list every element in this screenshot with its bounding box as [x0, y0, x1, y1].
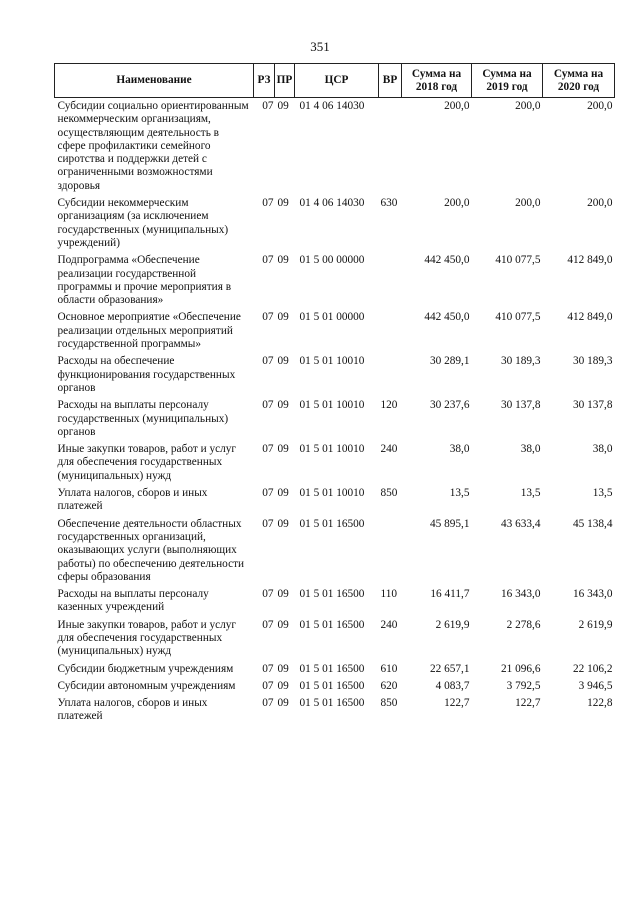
row-name: Уплата налогов, сборов и иных платежей [57, 697, 208, 723]
row-vr: 120 [380, 399, 398, 412]
row-name: Подпрограмма «Обеспечение реализации государственной программы и прочие мероприятия в области образования» [57, 254, 232, 307]
header-name: Наименование [55, 64, 254, 98]
row-sum-2020: 2 619,9 [578, 618, 613, 631]
row-pr: 09 [277, 517, 289, 530]
row-rz: 07 [262, 662, 274, 675]
row-name: Субсидии автономным учреждениям [57, 679, 236, 692]
row-pr: 09 [277, 100, 289, 112]
row-sum-2020: 200,0 [587, 197, 613, 210]
row-sum-2019: 200,0 [515, 100, 541, 112]
row-sum-2019: 38,0 [520, 443, 541, 456]
row-vr: 240 [380, 443, 398, 456]
row-vr [379, 311, 402, 355]
row-sum-2020: 45 138,4 [572, 517, 613, 530]
row-name: Расходы на выплаты персоналу казенных учреждений [57, 588, 209, 614]
row-pr: 09 [277, 697, 289, 710]
row-csr: 01 4 06 14030 [299, 100, 365, 112]
row-rz: 07 [262, 487, 274, 500]
row-csr: 01 4 06 14030 [299, 197, 365, 210]
row-pr: 09 [277, 311, 289, 324]
row-rz: 07 [262, 443, 274, 456]
page-number: 351 [310, 39, 330, 54]
row-rz: 07 [262, 697, 274, 710]
row-sum-2018: 2 619,9 [435, 618, 470, 631]
row-sum-2018: 38,0 [449, 443, 470, 456]
row-vr: 240 [380, 618, 398, 631]
row-sum-2018: 122,7 [444, 697, 470, 710]
row-csr: 01 5 01 16500 [299, 618, 365, 631]
row-sum-2020: 22 106,2 [572, 662, 613, 675]
row-csr: 01 5 01 10010 [299, 487, 365, 500]
row-rz: 07 [262, 197, 274, 210]
row-sum-2018: 200,0 [444, 100, 470, 112]
row-sum-2020: 200,0 [587, 100, 613, 112]
row-pr: 09 [277, 399, 289, 412]
header-rz: РЗ [254, 64, 275, 98]
row-sum-2018: 22 657,1 [429, 662, 470, 675]
row-sum-2020: 3 946,5 [578, 679, 613, 692]
row-rz: 07 [262, 355, 274, 368]
row-pr: 09 [277, 662, 289, 675]
table-row [55, 663, 615, 680]
row-sum-2020: 13,5 [592, 487, 613, 500]
row-pr: 09 [277, 355, 289, 368]
row-sum-2019: 30 189,3 [500, 355, 541, 368]
row-vr: 620 [380, 679, 398, 692]
row-name: Иные закупки товаров, работ и услуг для обеспечения государственных (муниципальных) нужд [57, 618, 237, 658]
row-sum-2018: 442 450,0 [424, 311, 470, 324]
row-csr: 01 5 01 16500 [299, 679, 365, 692]
row-sum-2018: 200,0 [444, 197, 470, 210]
row-sum-2020: 122,8 [587, 697, 613, 710]
row-pr: 09 [277, 588, 289, 601]
row-name: Расходы на обеспечение функционирования государственных органов [57, 355, 236, 394]
row-sum-2019: 200,0 [515, 197, 541, 210]
row-rz: 07 [262, 588, 274, 601]
table-row [55, 619, 615, 663]
row-csr: 01 5 01 16500 [299, 588, 365, 601]
row-rz: 07 [262, 399, 274, 412]
row-sum-2019: 21 096,6 [500, 662, 541, 675]
table-row [55, 443, 615, 487]
table-row [55, 355, 615, 399]
row-sum-2020: 30 189,3 [572, 355, 613, 368]
row-sum-2020: 16 343,0 [572, 588, 613, 601]
row-csr: 01 5 01 10010 [299, 443, 365, 456]
header-2018: Сумма на 2018 год [402, 64, 472, 98]
table-header-row [55, 64, 615, 98]
row-vr: 850 [380, 697, 398, 710]
header-2020: Сумма на 2020 год [543, 64, 615, 98]
row-vr: 110 [380, 588, 398, 601]
row-vr [379, 355, 402, 399]
row-pr: 09 [277, 443, 289, 456]
row-sum-2019: 30 137,8 [500, 399, 541, 412]
row-sum-2019: 122,7 [515, 697, 541, 710]
row-sum-2020: 412 849,0 [567, 254, 613, 267]
row-sum-2018: 442 450,0 [424, 254, 470, 267]
row-vr [379, 518, 402, 588]
row-sum-2019: 410 077,5 [495, 311, 541, 324]
row-sum-2019: 43 633,4 [500, 517, 541, 530]
row-csr: 01 5 01 16500 [299, 697, 365, 710]
row-vr [379, 254, 402, 311]
row-pr: 09 [277, 254, 289, 267]
table-row [55, 680, 615, 697]
header-pr: ПР [275, 64, 295, 98]
row-rz: 07 [262, 618, 274, 631]
row-sum-2020: 38,0 [592, 443, 613, 456]
row-rz: 07 [262, 100, 274, 112]
header-csr: ЦСР [295, 64, 379, 98]
row-rz: 07 [262, 679, 274, 692]
row-pr: 09 [277, 487, 289, 500]
row-csr: 01 5 00 00000 [299, 254, 365, 267]
row-sum-2019: 410 077,5 [495, 254, 541, 267]
row-rz: 07 [262, 254, 274, 267]
row-csr: 01 5 01 00000 [299, 311, 365, 324]
row-sum-2019: 13,5 [520, 487, 541, 500]
table-row [55, 311, 615, 355]
row-csr: 01 5 01 16500 [299, 517, 365, 530]
row-sum-2018: 45 895,1 [429, 517, 470, 530]
row-vr: 850 [380, 487, 398, 500]
row-pr: 09 [277, 197, 289, 210]
row-sum-2018: 30 237,6 [429, 399, 470, 412]
table-row [55, 197, 615, 254]
row-sum-2018: 13,5 [449, 487, 470, 500]
table-row [55, 487, 615, 518]
row-name: Уплата налогов, сборов и иных платежей [57, 487, 208, 513]
budget-table [54, 63, 615, 728]
table-row [55, 588, 615, 619]
row-name: Обеспечение деятельности областных государственных организаций, оказывающих услуги (выполняющих работы) по обеспечению деятельности сферы образования [57, 517, 245, 583]
row-pr: 09 [277, 679, 289, 692]
table-row [55, 697, 615, 728]
row-vr [379, 98, 402, 198]
row-csr: 01 5 01 10010 [299, 399, 365, 412]
row-sum-2019: 3 792,5 [506, 679, 541, 692]
row-name: Субсидии социально ориентированным некоммерческим организациям, осуществляющим деятельность в сфере профилактики семейного сиротства и поддержки детей с ограниченными возможностями здоровья [57, 100, 249, 192]
row-sum-2019: 2 278,6 [506, 618, 541, 631]
row-sum-2020: 30 137,8 [572, 399, 613, 412]
row-rz: 07 [262, 311, 274, 324]
row-csr: 01 5 01 16500 [299, 662, 365, 675]
table-row [55, 518, 615, 588]
header-2019: Сумма на 2019 год [472, 64, 543, 98]
row-name: Иные закупки товаров, работ и услуг для обеспечения государственных (муниципальных) нужд [57, 443, 237, 482]
row-sum-2019: 16 343,0 [500, 588, 541, 601]
header-vr: ВР [379, 64, 402, 98]
table-row [55, 399, 615, 443]
row-csr: 01 5 01 10010 [299, 355, 365, 368]
row-name: Расходы на выплаты персоналу государственных (муниципальных) органов [57, 399, 229, 438]
row-rz: 07 [262, 517, 274, 530]
row-name: Основное мероприятие «Обеспечение реализации отдельных мероприятий государственной программы» [57, 311, 241, 351]
row-sum-2020: 412 849,0 [567, 311, 613, 324]
row-name: Субсидии некоммерческим организациям (за исключением государственных (муниципальных) учреждений) [57, 197, 229, 249]
row-pr: 09 [277, 618, 289, 631]
row-sum-2018: 4 083,7 [435, 679, 470, 692]
table-row [55, 254, 615, 311]
row-vr: 630 [380, 197, 398, 210]
row-vr: 610 [380, 662, 398, 675]
row-sum-2018: 16 411,7 [430, 588, 470, 601]
row-name: Субсидии бюджетным учреждениям [57, 662, 234, 675]
row-sum-2018: 30 289,1 [429, 355, 470, 368]
table-row [55, 98, 615, 198]
